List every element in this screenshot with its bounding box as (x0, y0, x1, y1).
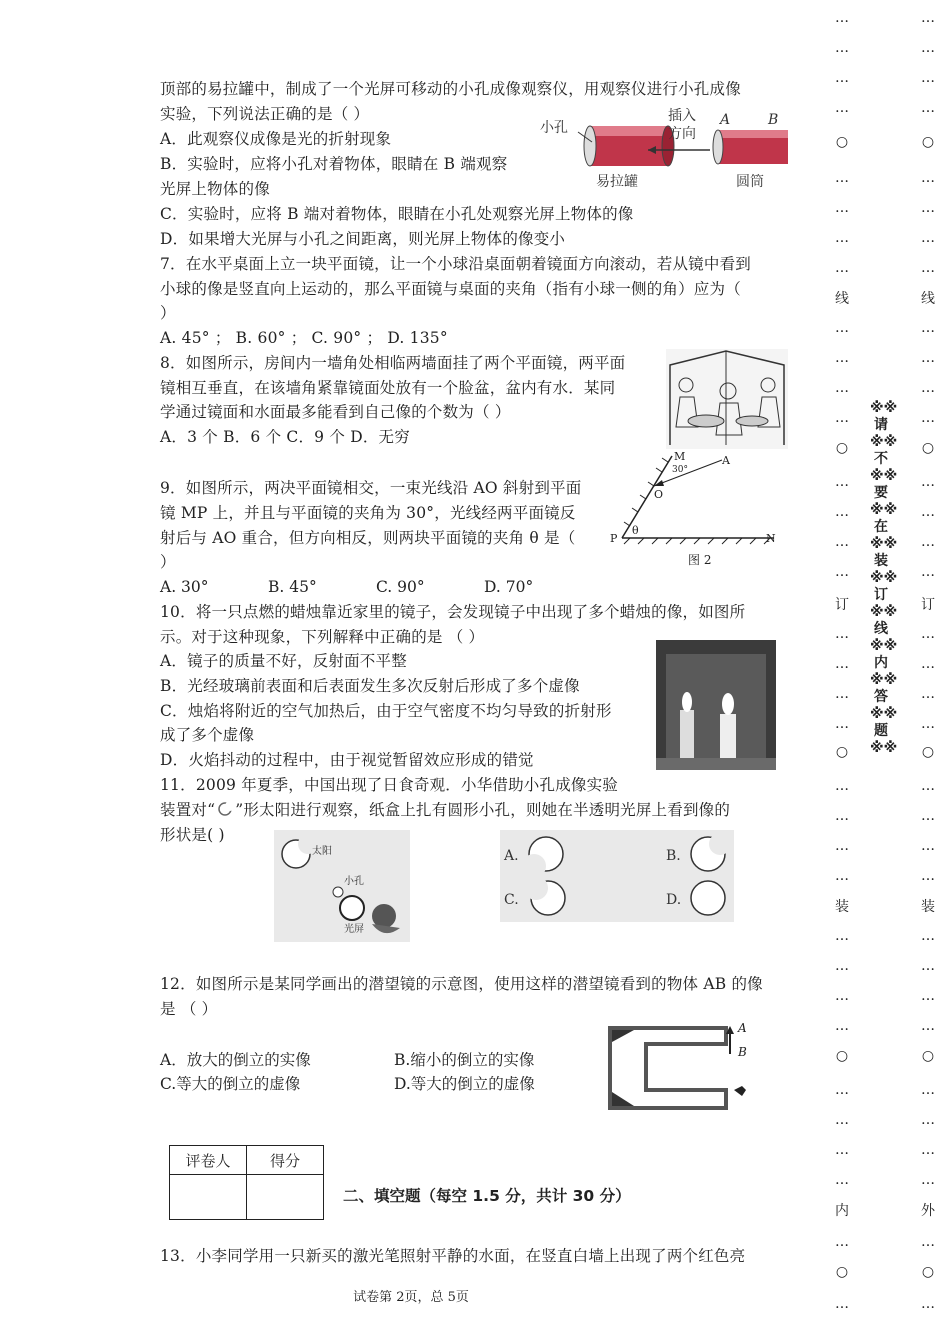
q12-stem-line2: 是 （ ） (160, 1000, 218, 1018)
q12-option-a: A．放大的倒立的实像 (160, 1051, 311, 1069)
dots: … (921, 504, 935, 520)
dots: … (835, 656, 849, 672)
q12-option-c: C.等大的倒立的虚像 (160, 1075, 301, 1093)
circle-mark: ○ (835, 440, 849, 456)
q6-option-c: C．实验时，应将 B 端对着物体，眼睛在小孔处观察光屏上物体的像 (160, 205, 634, 223)
dots: … (835, 260, 849, 276)
dots: … (921, 1172, 935, 1188)
dots: … (921, 808, 935, 824)
dots: … (835, 10, 849, 26)
dots: … (921, 1018, 935, 1034)
q7-stem-line1: 7．在水平桌面上立一块平面镜，让一个小球沿桌面朝着镜面方向滚动，若从镜中看到 (160, 255, 751, 273)
dots: … (835, 686, 849, 702)
point-m-label: M (674, 450, 686, 463)
page-footer: 试卷第 2页，总 5页 (353, 1290, 469, 1305)
q12-stem-line1: 12．如图所示是某同学画出的潜望镜的示意图，使用这样的潜望镜看到的物体 AB 的像 (160, 975, 763, 993)
dots: … (835, 534, 849, 550)
reviewer-cell (170, 1175, 247, 1220)
dots: … (921, 1082, 935, 1098)
dots: … (921, 958, 935, 974)
screen-label: 光屏 (344, 924, 364, 935)
q9-stem-line4: ） (160, 553, 176, 571)
option-b-label: B. (666, 848, 681, 864)
dots: … (835, 1142, 849, 1158)
dots: … (921, 1234, 935, 1250)
dots: … (835, 230, 849, 246)
q10-option-a: A．镜子的质量不好，反射面不平整 (160, 652, 407, 670)
point-n-label: N (766, 532, 776, 545)
point-a-label: A (722, 454, 730, 467)
q12-option-b: B.缩小的倒立的实像 (394, 1051, 535, 1069)
circle-mark: ○ (835, 1264, 849, 1280)
circle-mark: ○ (835, 134, 849, 150)
q9-option-d: D. 70° (484, 578, 534, 596)
point-o-label: O (654, 488, 664, 501)
dots: … (835, 170, 849, 186)
q6-stem-line2: 实验，下列说法正确的是（ ） (160, 105, 370, 123)
point-p-label: P (610, 532, 618, 545)
dots: … (835, 200, 849, 216)
dots: … (835, 410, 849, 426)
object-b-label: B (738, 1045, 747, 1059)
q9-option-a: A. 30° (160, 578, 209, 596)
hole-label: 小孔 (344, 876, 364, 887)
score-table (169, 1145, 324, 1220)
dots: … (921, 350, 935, 366)
circle-mark: ○ (835, 1048, 849, 1064)
q10-option-c-line2: 成了多个虚像 (160, 726, 255, 744)
q9-option-b: B. 45° (268, 578, 317, 596)
dots: … (835, 1082, 849, 1098)
circle-mark: ○ (921, 134, 935, 150)
dots: … (921, 10, 935, 26)
dots: … (921, 40, 935, 56)
dots: … (921, 686, 935, 702)
dots: … (921, 410, 935, 426)
q8-stem-line2: 镜相互垂直，在该墙角紧靠镜面处放有一个脸盆，盆内有水．某同 (160, 379, 616, 397)
outer-label: 外 (921, 1203, 935, 1219)
q8-stem-line1: 8．如图所示，房间内一墙角处相临两墙面挂了两个平面镜，两平面 (160, 354, 626, 372)
q7-options: A. 45° ； B. 60° ； C. 90° ； D. 135° (160, 329, 448, 347)
dots: … (921, 320, 935, 336)
q9-stem-line3: 射后与 AO 重合，但方向相反，则两块平面镜的夹角 θ 是（ (160, 529, 576, 547)
dots: … (921, 928, 935, 944)
dots: … (835, 868, 849, 884)
dots: … (921, 70, 935, 86)
tube-end-b-label: B (768, 112, 779, 128)
dots: … (835, 1296, 849, 1312)
theta-label: θ (632, 524, 639, 537)
q8-stem-line3: 学通过镜面和水面最多能看到自己像的个数为（ ） (160, 403, 511, 421)
eclipse-observation-figure (274, 830, 410, 942)
dots: … (835, 1234, 849, 1250)
dots: … (921, 868, 935, 884)
outer-order-label: 订 (921, 597, 935, 613)
score-cell (247, 1175, 324, 1220)
q8-options: A．3 个 B．6 个 C．9 个 D．无穷 (160, 428, 410, 446)
dots: … (835, 716, 849, 732)
q6-option-a: A．此观察仪成像是光的折射现象 (160, 130, 392, 148)
dots: … (835, 1018, 849, 1034)
q6-option-b-line2: 光屏上物体的像 (160, 180, 270, 198)
dots: … (921, 988, 935, 1004)
insert-label: 插入 (668, 108, 696, 124)
eclipse-options-figure (500, 830, 734, 922)
outer-bind-label: 装 (921, 899, 935, 915)
crescent-sun-icon (215, 801, 235, 817)
q7-stem-line3: ） (160, 304, 176, 322)
dots: … (835, 504, 849, 520)
periscope-figure (604, 1022, 764, 1114)
dots: … (921, 380, 935, 396)
dots: … (835, 100, 849, 116)
inner-label: 内 (835, 1203, 849, 1219)
reviewer-header: 评卷人 (170, 1146, 247, 1175)
dots: … (835, 626, 849, 642)
q10-stem-line1: 10．将一只点燃的蜡烛靠近家里的镜子，会发现镜子中出现了多个蜡烛的像，如图所 (160, 603, 746, 621)
dots: … (921, 838, 935, 854)
dots: … (835, 808, 849, 824)
dots: … (921, 474, 935, 490)
angle-30-label: 30° (672, 465, 688, 475)
object-a-label: A (738, 1022, 747, 1035)
dots: … (835, 958, 849, 974)
dots: … (835, 350, 849, 366)
q12-option-d: D.等大的倒立的虚像 (394, 1075, 535, 1093)
outer-line-label: 线 (921, 291, 935, 307)
score-header: 得分 (247, 1146, 324, 1175)
dots: … (921, 564, 935, 580)
q9-stem-line1: 9．如图所示，两决平面镜相交，一束光线沿 AO 斜射到平面 (160, 479, 582, 497)
dots: … (921, 778, 935, 794)
q6-stem-line1: 顶部的易拉罐中，制成了一个光屏可移动的小孔成像观察仪，用观察仪进行小孔成像 (160, 80, 741, 98)
dots: … (921, 1142, 935, 1158)
dots: … (835, 778, 849, 794)
inner-bind-label: 装 (835, 899, 849, 915)
q10-stem-line2: 示。对于这种现象，下列解释中正确的是 （ ） (160, 628, 485, 646)
dots: … (921, 170, 935, 186)
q11-stem-line3: 形状是( ) (160, 826, 225, 844)
direction-label: 方向 (668, 126, 696, 142)
dots: … (921, 100, 935, 116)
sun-label: 太阳 (312, 846, 332, 857)
option-d-label: D. (666, 892, 682, 908)
q9-option-c: C. 90° (376, 578, 425, 596)
inner-order-label: 订 (835, 597, 849, 613)
q11-stem-line1: 11．2009 年夏季，中国出现了日食奇观．小华借助小孔成像实验 (160, 776, 618, 794)
dots: … (921, 200, 935, 216)
circle-mark: ○ (921, 440, 935, 456)
dots: … (835, 474, 849, 490)
circle-mark: ○ (921, 1048, 935, 1064)
circle-mark: ○ (835, 744, 849, 760)
pinhole-viewer-figure (540, 106, 790, 192)
corner-mirrors-figure (666, 349, 788, 449)
binding-warning: ※※请※※不※※要※※在※※装※※订※※线※※内※※答※※题※※ (870, 400, 898, 756)
dots: … (835, 988, 849, 1004)
q9-stem-line2: 镜 MP 上，并且与平面镜的夹角为 30°，光线经两平面镜反 (160, 504, 576, 522)
dots: … (835, 564, 849, 580)
dots: … (921, 534, 935, 550)
q10-option-d: D．火焰抖动的过程中，由于视觉暂留效应形成的错觉 (160, 751, 534, 769)
q10-option-b: B．光经玻璃前表面和后表面发生多次反射后形成了多个虚像 (160, 677, 580, 695)
option-c-label: C. (504, 892, 519, 908)
dots: … (835, 928, 849, 944)
two-mirrors-figure (604, 448, 784, 568)
q7-stem-line2: 小球的像是竖直向上运动的，那么平面镜与桌面的夹角（指有小球一侧的角）应为（ (160, 280, 741, 298)
q13-stem-line1: 13．小李同学用一只新买的激光笔照射平静的水面，在竖直白墙上出现了两个红色亮 (160, 1247, 746, 1265)
q11-stem-line2-end: ”形太阳进行观察，纸盒上扎有圆形小孔，则她在半透明光屏上看到像的 (235, 801, 731, 819)
q6-option-d: D．如果增大光屏与小孔之间距离，则光屏上物体的像变小 (160, 230, 566, 248)
dots: … (921, 1112, 935, 1128)
q10-option-c-line1: C．烛焰将附近的空气加热后，由于空气密度不均匀导致的折射形 (160, 702, 612, 720)
circle-mark: ○ (921, 744, 935, 760)
dots: … (835, 1112, 849, 1128)
candle-mirror-photo (656, 640, 776, 770)
circle-mark: ○ (921, 1264, 935, 1280)
dots: … (921, 656, 935, 672)
dots: … (921, 260, 935, 276)
dots: … (835, 40, 849, 56)
can-label: 易拉罐 (596, 174, 638, 190)
q11-stem-line2 (160, 799, 730, 821)
tube-label: 圆筒 (736, 174, 764, 190)
option-a-label: A. (504, 848, 519, 864)
figure-caption: 图 2 (688, 553, 712, 567)
q6-option-b-line1: B．实验时，应将小孔对着物体，眼睛在 B 端观察 (160, 155, 508, 173)
dots: … (835, 70, 849, 86)
dots: … (835, 380, 849, 396)
dots: … (835, 1172, 849, 1188)
inner-line-label: 线 (835, 291, 849, 307)
section-heading: 二、填空题（每空 1.5 分，共计 30 分） (343, 1187, 631, 1205)
dots: … (835, 320, 849, 336)
hole-label: 小孔 (540, 120, 568, 136)
dots: … (835, 838, 849, 854)
dots: … (921, 716, 935, 732)
dots: … (921, 626, 935, 642)
dots: … (921, 1296, 935, 1312)
dots: … (921, 230, 935, 246)
tube-end-a-label: A (720, 112, 731, 128)
q11-stem-line2-start: 装置对“ (160, 801, 216, 819)
